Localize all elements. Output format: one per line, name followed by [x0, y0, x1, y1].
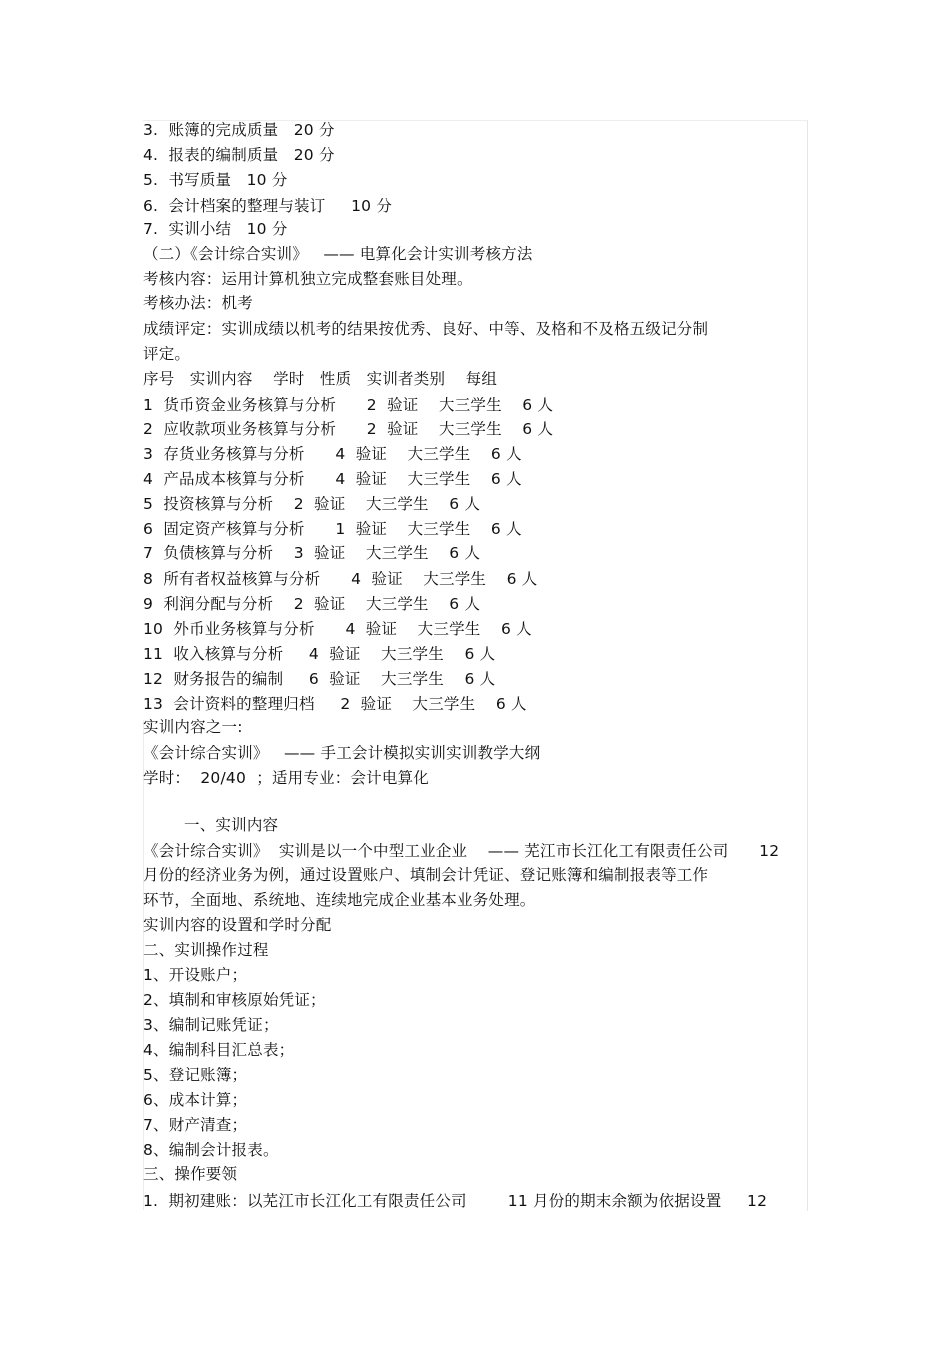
text-line: 1. 期初建账：以芜江市长江化工有限责任公司 11 月份的期末余额为依据设置 12: [143, 1192, 768, 1210]
table-row: 11 收入核算与分析 4 验证 大三学生 6 人: [143, 645, 496, 663]
table-row: 5 投资核算与分析 2 验证 大三学生 6 人: [143, 495, 481, 513]
table-row: 8 所有者权益核算与分析 4 验证 大三学生 6 人: [143, 570, 538, 588]
table-row: 1 货币资金业务核算与分析 2 验证 大三学生 6 人: [143, 396, 554, 414]
text-line: 评定。: [143, 345, 191, 363]
table-row: 3 存货业务核算与分析 4 验证 大三学生 6 人: [143, 445, 522, 463]
text-line: 7. 实训小结 10 分: [143, 220, 288, 238]
text-line: 4. 报表的编制质量 20 分: [143, 146, 335, 164]
text-line: 环节，全面地、系统地、连续地完成企业基本业务处理。: [143, 891, 536, 909]
text-line: 实训内容的设置和学时分配: [143, 916, 332, 934]
text-line: 《会计综合实训》 —— 手工会计模拟实训实训教学大纲: [143, 744, 541, 762]
table-row: 4 产品成本核算与分析 4 验证 大三学生 6 人: [143, 470, 522, 488]
list-item: 5、登记账簿；: [143, 1066, 248, 1084]
table-row: 12 财务报告的编制 6 验证 大三学生 6 人: [143, 670, 496, 688]
table-row: 2 应收款项业务核算与分析 2 验证 大三学生 6 人: [143, 420, 554, 438]
text-line: 6. 会计档案的整理与装订 10 分: [143, 197, 393, 215]
text-line: 考核内容：运用计算机独立完成整套账目处理。: [143, 270, 473, 288]
text-line: 5. 书写质量 10 分: [143, 171, 288, 189]
table-row: 6 固定资产核算与分析 1 验证 大三学生 6 人: [143, 520, 522, 538]
text-line: 3. 账簿的完成质量 20 分: [143, 121, 335, 139]
section-heading: （二）《会计综合实训》 —— 电算化会计实训考核方法: [143, 245, 533, 263]
list-item: 4、编制科目汇总表；: [143, 1041, 295, 1059]
list-item: 2、填制和审核原始凭证；: [143, 991, 326, 1009]
text-line: 实训内容之一:: [143, 718, 243, 736]
list-item: 6、成本计算；: [143, 1091, 248, 1109]
list-item: 3、编制记账凭证；: [143, 1016, 279, 1034]
text-line: 月份的经济业务为例，通过设置账户、填制会计凭证、登记账簿和编制报表等工作: [143, 866, 709, 884]
text-line: 考核办法：机考: [143, 294, 253, 312]
table-header: 序号 实训内容 学时 性质 实训者类别 每组: [143, 370, 498, 388]
table-row: 9 利润分配与分析 2 验证 大三学生 6 人: [143, 595, 481, 613]
table-row: 7 负债核算与分析 3 验证 大三学生 6 人: [143, 544, 481, 562]
section-heading: 二、实训操作过程: [143, 941, 269, 959]
text-line: 《会计综合实训》 实训是以一个中型工业企业 —— 芜江市长江化工有限责任公司 12: [143, 842, 780, 860]
table-row: 13 会计资料的整理归档 2 验证 大三学生 6 人: [143, 695, 527, 713]
text-line: 学时： 20/40 ；适用专业：会计电算化: [143, 769, 429, 787]
list-item: 7、财产清查；: [143, 1116, 248, 1134]
section-heading: 三、操作要领: [143, 1165, 238, 1183]
list-item: 8、编制会计报表。: [143, 1141, 279, 1159]
table-row: 10 外币业务核算与分析 4 验证 大三学生 6 人: [143, 620, 532, 638]
text-line: 成绩评定：实训成绩以机考的结果按优秀、良好、中等、及格和不及格五级记分制: [143, 320, 709, 338]
section-heading: 一、实训内容: [143, 816, 279, 834]
list-item: 1、开设账户；: [143, 966, 248, 984]
